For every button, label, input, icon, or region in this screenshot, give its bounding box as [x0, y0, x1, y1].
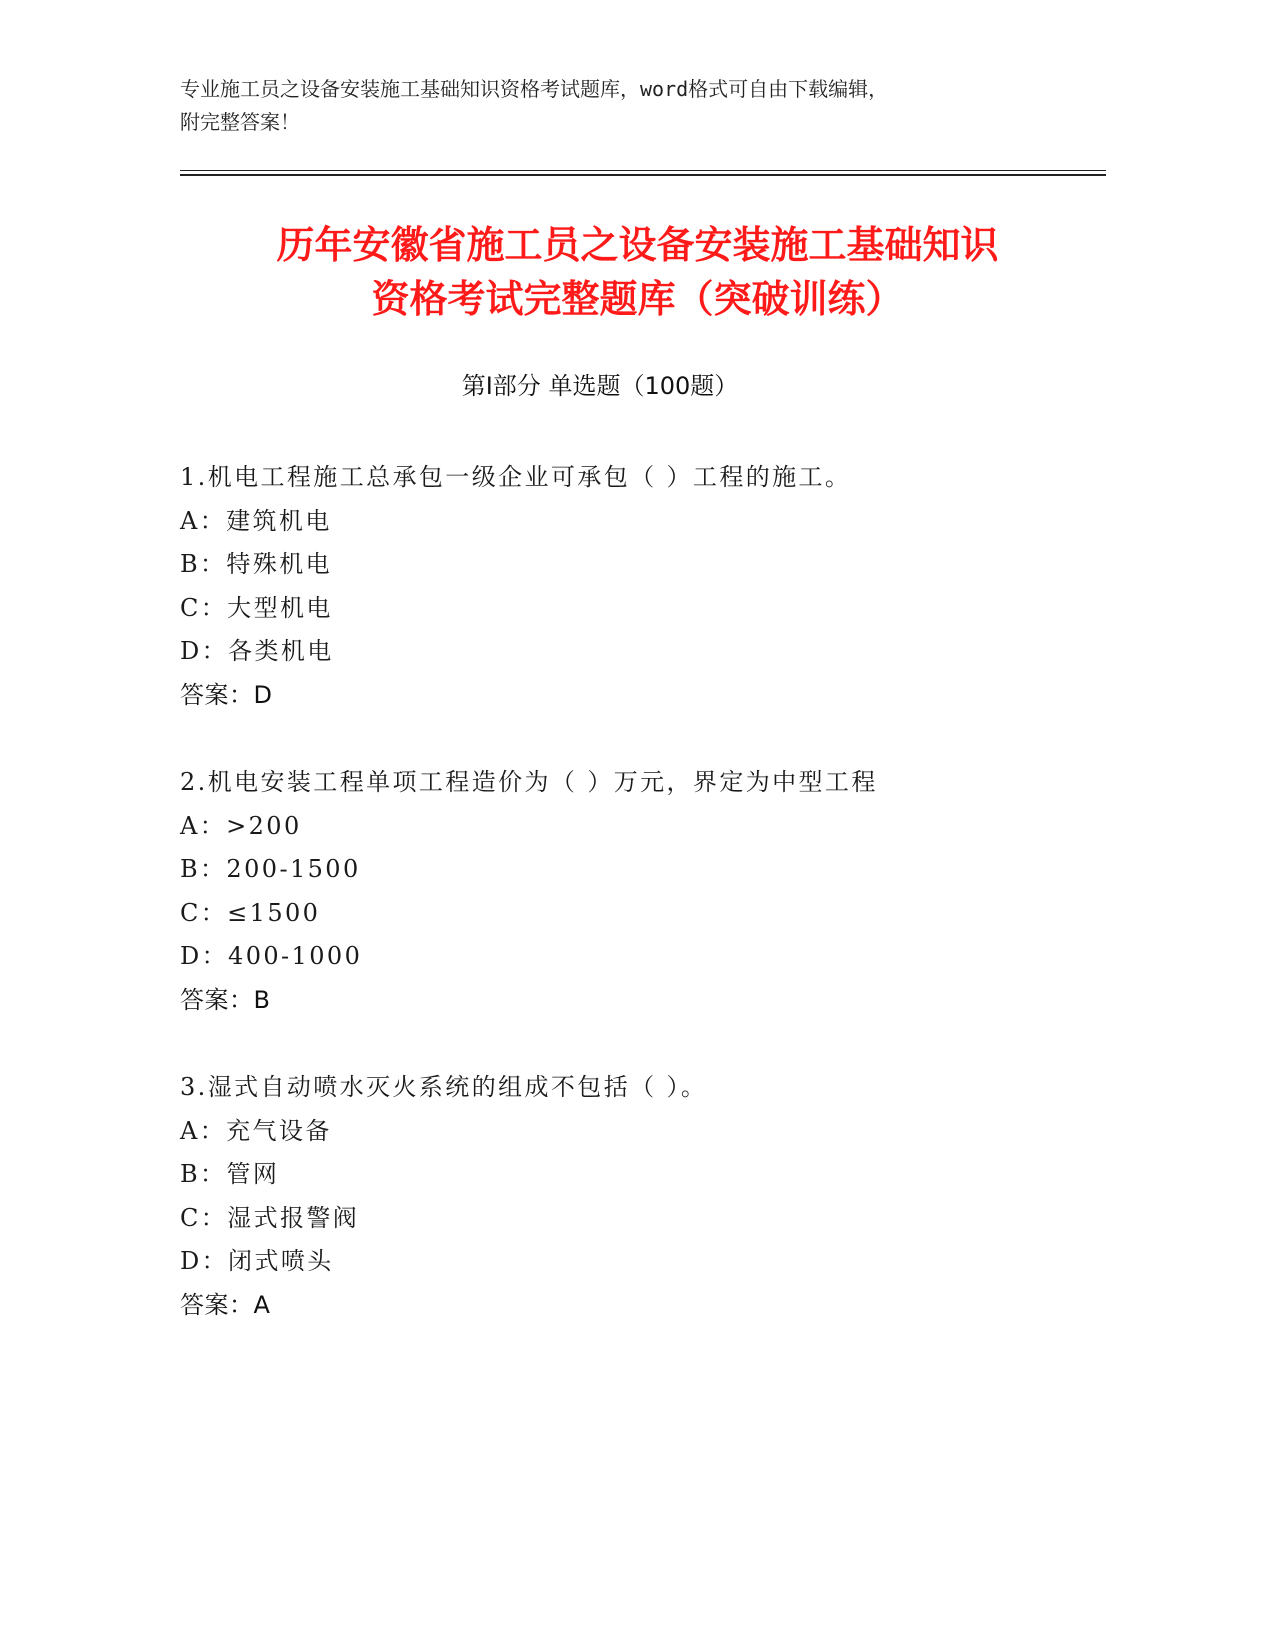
header-divider-thin	[180, 170, 1106, 171]
option-c: C：湿式报警阀	[180, 1203, 360, 1232]
option-a: A：充气设备	[180, 1116, 332, 1145]
question-stem: 2.机电安装工程单项工程造价为（ ）万元，界定为中型工程	[180, 768, 878, 796]
answer: 答案：D	[180, 680, 273, 709]
option-b: B：管网	[180, 1160, 280, 1189]
question-3	[180, 1066, 1120, 1328]
header-note-line-1: 专业施工员之设备安装施工基础知识资格考试题库，word格式可自由下载编辑，	[180, 77, 889, 101]
question-stem: 1.机电工程施工总承包一级企业可承包（ ）工程的施工。	[180, 463, 852, 491]
option-c: C：大型机电	[180, 593, 333, 622]
document-title-line-1: 历年安徽省施工员之设备安装施工基础知识	[276, 223, 999, 267]
option-b: B：200-1500	[180, 855, 361, 884]
option-a: A：>200	[180, 811, 302, 840]
question-2	[180, 761, 1120, 1023]
option-d: D：闭式喷头	[180, 1247, 334, 1276]
question-stem: 3.湿式自动喷水灭火系统的组成不包括（ ）。	[180, 1073, 708, 1101]
answer: 答案：B	[180, 985, 271, 1014]
option-d: D：400-1000	[180, 942, 363, 971]
option-b: B：特殊机电	[180, 550, 333, 579]
option-a: A：建筑机电	[180, 506, 332, 535]
header-note	[180, 73, 1100, 139]
header-divider-thick	[180, 174, 1106, 176]
document-title	[150, 218, 1125, 326]
header-note-line-2: 附完整答案！	[180, 110, 300, 134]
option-d: D：各类机电	[180, 637, 334, 666]
question-1	[180, 456, 1120, 718]
option-c: C：≤1500	[180, 898, 321, 927]
section-title: 第Ⅰ部分 单选题（100题）	[461, 372, 739, 400]
answer: 答案：A	[180, 1290, 271, 1319]
document-title-line-2: 资格考试完整题库（突破训练）	[371, 277, 904, 321]
